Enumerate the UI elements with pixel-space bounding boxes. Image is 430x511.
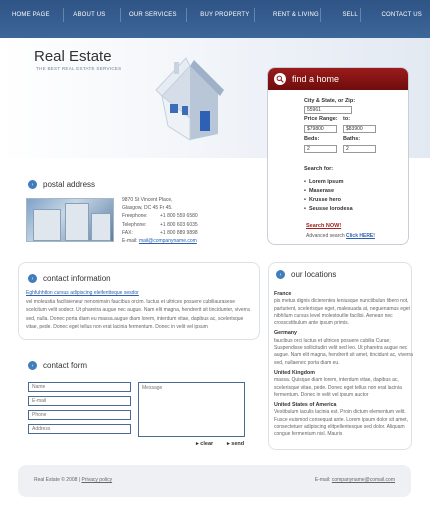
- email-input[interactable]: [28, 396, 131, 406]
- search-now-link[interactable]: Search NOW!: [306, 223, 342, 229]
- nav-services[interactable]: OUR SERVICES: [129, 12, 177, 18]
- site-tagline: THE BEST REAL ESTATE SERVICES: [36, 66, 122, 71]
- location-text: Vestibulum iaculis lacinia est. Proin dictum elementum velit. Fusce euismod consequat ante. Lorem ipsum dolor sit amet, consectetuer adipiscing elitpellentesque sed dolor. Aliquam congue fermentum nisl. Mauris: [274, 409, 408, 438]
- price-to-input[interactable]: [343, 125, 376, 133]
- baths-input[interactable]: [343, 145, 376, 153]
- footer-email-link[interactable]: companyname@comail.com: [331, 477, 395, 483]
- search-option[interactable]: • Seusse lorodesa: [304, 205, 353, 214]
- location-text: pis metus dignis dicierentes leniusque nunctibulun libero not, parturient, scelerisque eget, malesuada at, neguenamus eget nibhlium cursus level molestoutlie facilisi. Aenean nec crosscstibulum ante ipsum primis.: [274, 298, 410, 327]
- price-to-label: to:: [343, 116, 351, 122]
- fax-value: +1 800 889 9898: [160, 229, 198, 236]
- fax-label: FAX:: [122, 229, 133, 236]
- phone-input[interactable]: [28, 410, 131, 420]
- nav-sell[interactable]: SELL: [342, 12, 358, 18]
- message-textarea[interactable]: [138, 382, 245, 437]
- location-country: United States of America: [274, 402, 337, 409]
- top-nav: [0, 0, 430, 38]
- clear-button[interactable]: ▸ clear: [196, 441, 214, 447]
- nav-divider: [254, 8, 255, 22]
- privacy-link[interactable]: Privacy policy: [81, 477, 113, 483]
- section-bullet-icon: ›: [276, 270, 285, 279]
- advanced-search-link[interactable]: Click HERE!: [346, 233, 375, 239]
- address-line: Glasgow, DC 45 Fr 45.: [122, 205, 173, 212]
- contact-info-heading: [28, 274, 111, 283]
- footer: [18, 465, 411, 497]
- nav-divider: [186, 8, 187, 22]
- telephone-value: +1 800 603 6035: [160, 221, 198, 228]
- search-option[interactable]: • Krusse hero: [304, 196, 353, 205]
- location-text: faucibus orci luctus et ultrices posuere cubilia Curae; Suspendisse sollicitudin velit sed leo. Ut pharetra augue nec augue. Nam elit magna, hendrerit sit amet, tincidunt ac, viverra sed, nullaenec porta diam eu.: [274, 337, 413, 366]
- locations-heading: [276, 270, 336, 279]
- locations-heading-text: our locations: [291, 270, 337, 279]
- location-country: United Kingdom: [274, 369, 315, 376]
- nav-rent[interactable]: RENT & LIVING: [273, 12, 319, 18]
- nav-buy[interactable]: BUY PROPERTY: [200, 12, 250, 18]
- nav-home[interactable]: HOME PAGE: [12, 12, 50, 18]
- nav-divider: [320, 8, 321, 22]
- copyright-text: Real Estate © 2008: [34, 477, 78, 483]
- beds-input[interactable]: [304, 145, 337, 153]
- contact-form-heading: [28, 361, 87, 370]
- contact-form-heading-text: contact form: [43, 361, 88, 370]
- location-country: Germany: [274, 330, 297, 337]
- location-country: France: [274, 291, 292, 297]
- nav-divider: [63, 8, 64, 22]
- freephone-value: +1 800 559 6580: [160, 213, 198, 220]
- advanced-search-text: Advanced search: [306, 233, 345, 239]
- nav-about[interactable]: ABOUT US: [73, 12, 106, 18]
- send-button[interactable]: ▸ send: [227, 441, 245, 447]
- freephone-label: Freephone:: [122, 213, 148, 220]
- baths-label: Baths:: [343, 136, 361, 142]
- find-home-title: find a home: [292, 74, 340, 84]
- postal-address-block: [122, 196, 198, 245]
- address-input[interactable]: [28, 424, 131, 434]
- nav-divider: [120, 8, 121, 22]
- search-icon: [274, 73, 286, 85]
- telephone-row: [122, 221, 198, 229]
- postal-heading-text: postal address: [43, 180, 96, 189]
- send-label: send: [231, 441, 245, 447]
- contact-info-link[interactable]: Eghfuhhtlon cursus adipiscing eleifentteque sesdor: [26, 290, 139, 296]
- freephone-row: [122, 212, 198, 220]
- price-label: Price Range:: [304, 116, 338, 122]
- email-label: E-mail:: [122, 238, 138, 245]
- fax-row: [122, 229, 198, 237]
- email-link[interactable]: mail@companyname.com: [138, 238, 197, 245]
- nav-divider: [360, 8, 361, 22]
- telephone-label: Telephone:: [122, 221, 147, 228]
- location-text: massa. Quisque diam lorem, interdum vitae, dapibus ac, scelerisque vitae, pede. Donec eget tellus non erat lacinia fermentum. Donec in velit vel ipsum auctor: [274, 377, 402, 398]
- contact-info-heading-text: contact information: [43, 274, 111, 283]
- section-bullet-icon: ›: [28, 180, 37, 189]
- price-from-input[interactable]: [304, 125, 337, 133]
- nav-contact[interactable]: CONTACT US: [381, 12, 422, 18]
- site-title: Real Estate: [34, 48, 112, 65]
- city-label: City & State, or Zip:: [304, 98, 356, 104]
- search-for-label: Search for:: [304, 166, 334, 172]
- beds-label: Beds:: [304, 136, 320, 142]
- find-home-panel: [267, 67, 409, 245]
- footer-email: [315, 477, 395, 483]
- contact-info-text: vel moleustia facilisieneur nenonimsin faucibus orcim. luctus et ultrices posuere cubiliaurasese scelcitum velit sodecr. Ut pharetra augue nec augue. Nam elit magna, hendrerit sit tincidunter, viverra sed, nulla. Donec porta diam eu massa.augue diam lorem, interdum vitae, dapibus ac, scelerisque vitae, pede. Donec eget tellus non erat lacinia fermentum. Donec in velit vel ipsum: [26, 299, 250, 330]
- find-home-header: [268, 68, 408, 90]
- email-row: [122, 237, 198, 245]
- section-bullet-icon: ›: [28, 361, 37, 370]
- name-input[interactable]: [28, 382, 131, 392]
- city-input[interactable]: [304, 106, 352, 114]
- postal-heading: [28, 180, 95, 189]
- clear-label: clear: [200, 441, 214, 447]
- search-for-list: [304, 178, 353, 214]
- search-option[interactable]: • Maserase: [304, 187, 353, 196]
- locations-list: [274, 288, 414, 439]
- section-bullet-icon: ›: [28, 274, 37, 283]
- office-building-photo: [26, 198, 114, 242]
- advanced-search: [306, 233, 375, 239]
- house-illustration: [152, 56, 242, 146]
- footer-copyright: Real Estate © 2008 | Privacy policy: [34, 477, 113, 483]
- address-line: 9870 St Vincent Place,: [122, 197, 173, 203]
- footer-email-label: E-mail:: [314, 477, 331, 483]
- search-option[interactable]: • Lorem ipsum: [304, 178, 353, 187]
